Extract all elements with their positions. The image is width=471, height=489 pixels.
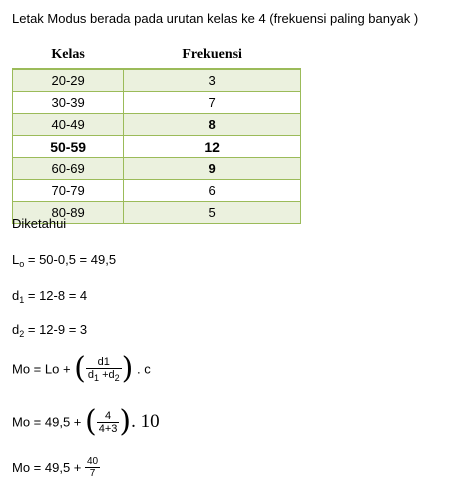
d2-line: [12, 322, 87, 339]
den-plus-d: +d: [99, 368, 115, 381]
intro-text: Letak Modus berada pada urutan kelas ke 4 (frekuensi paling banyak ): [12, 11, 419, 26]
kelas-cell: 60-69: [13, 158, 124, 180]
mo-formula-fraction: [86, 356, 122, 383]
left-paren: (: [85, 404, 97, 439]
kelas-cell: 20-29: [13, 69, 124, 92]
mo-result-lhs: Mo = 49,5 +: [12, 460, 85, 475]
mo-substituted-lhs: Mo = 49,5 +: [12, 414, 85, 430]
mo-substituted-fraction: [97, 410, 120, 435]
mo-formula: [12, 351, 151, 386]
d1-line: [12, 288, 87, 305]
mo-substituted-tail: . 10: [131, 411, 160, 432]
table-row: [13, 114, 301, 136]
lo-rest: = 50-0,5 = 49,5: [24, 252, 117, 267]
left-paren: (: [74, 351, 86, 386]
den-sub-1: 1: [94, 372, 100, 383]
kelas-cell: 70-79: [13, 180, 124, 202]
mo-result: [12, 456, 100, 479]
diketahui-label: Diketahui: [12, 216, 67, 231]
frequency-table: [12, 42, 301, 224]
table-row: [13, 92, 301, 114]
frekuensi-cell: 6: [124, 180, 301, 202]
mo-formula-lhs: Mo = Lo +: [12, 361, 75, 377]
kelas-cell: 40-49: [13, 114, 124, 136]
den-d: d: [87, 368, 94, 381]
lo-base: L: [12, 252, 20, 267]
d1-base: d: [12, 288, 20, 303]
kelas-cell: 30-39: [13, 92, 124, 114]
fraction-denominator: [86, 369, 122, 383]
den-sub-2: 2: [114, 372, 120, 383]
header-frekuensi: Frekuensi: [124, 42, 301, 69]
frekuensi-cell: 12: [124, 136, 301, 158]
frekuensi-cell: 9: [124, 158, 301, 180]
lo-sub: o: [19, 259, 25, 269]
d2-base: d: [12, 322, 20, 337]
frekuensi-cell: 8: [124, 114, 301, 136]
fraction-denominator: 4+3: [98, 422, 118, 435]
frekuensi-cell: 3: [124, 69, 301, 92]
fraction-numerator: d1: [86, 356, 122, 369]
right-paren: ): [119, 404, 132, 439]
kelas-cell: 80-89: [13, 202, 124, 224]
mo-substituted: [12, 404, 160, 439]
fraction-numerator: 4: [97, 410, 120, 423]
table-row: [13, 158, 301, 180]
d1-sub: 1: [19, 295, 25, 305]
kelas-cell: 50-59: [13, 136, 124, 158]
fraction-numerator: 40: [87, 456, 99, 467]
d2-rest: = 12-9 = 3: [24, 322, 88, 337]
d2-sub: 2: [19, 329, 25, 339]
frekuensi-cell: 5: [124, 202, 301, 224]
mo-result-fraction: [85, 456, 100, 479]
mo-formula-tail: . c: [133, 361, 151, 377]
table-row: [13, 69, 301, 92]
header-kelas: Kelas: [13, 42, 124, 69]
fraction-denominator: 7: [89, 468, 96, 479]
modal-row: [13, 136, 301, 158]
lo-line: [12, 252, 116, 269]
right-paren: ): [121, 351, 134, 386]
frekuensi-cell: 7: [124, 92, 301, 114]
table-row: [13, 180, 301, 202]
d1-rest: = 12-8 = 4: [24, 288, 88, 303]
